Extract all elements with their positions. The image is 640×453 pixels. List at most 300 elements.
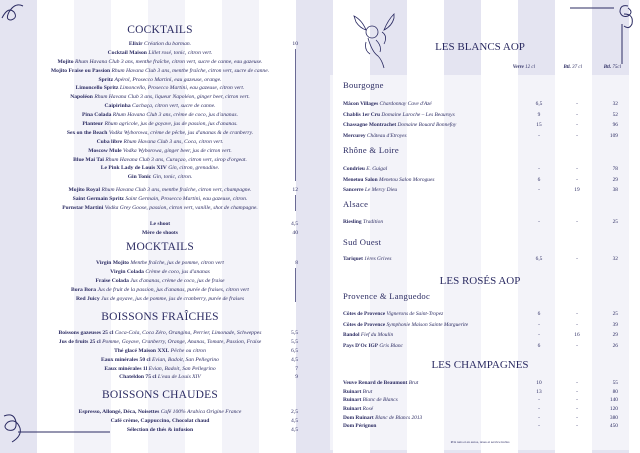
item-price: 40 bbox=[292, 229, 298, 236]
price-75cl: 55 bbox=[612, 380, 618, 386]
wine-name: Riesling bbox=[343, 219, 362, 225]
item-text bbox=[0, 49, 320, 58]
wine-row bbox=[320, 131, 640, 142]
menu-item bbox=[0, 93, 320, 102]
menu-item bbox=[0, 120, 320, 129]
menu-item bbox=[0, 204, 320, 213]
item-name: Espresso, Allongé, Déca, Noisettes bbox=[78, 409, 160, 415]
wine-label bbox=[343, 120, 456, 131]
item-description: Coca-Cola, Coca Zéro, Orangina, Perrier, Limonade, Schweppes bbox=[114, 330, 262, 336]
wine-row bbox=[320, 120, 640, 131]
item-description: Rhum Havana Club 3 ans, menthe fraîche, citron vert, sucre de canne. bbox=[111, 67, 270, 74]
wine-name: Pays D'Oc IGP bbox=[343, 343, 379, 350]
wine-list bbox=[320, 379, 640, 431]
item-description: Gin, citron, grenadine. bbox=[168, 165, 220, 172]
wine-label bbox=[343, 164, 387, 175]
item-name: Saint Germain Spritz bbox=[72, 195, 124, 202]
menu-item bbox=[0, 111, 320, 120]
price-glass: 9 bbox=[537, 111, 541, 118]
item-description: Rhum Havana Club 3 ans, crème de coco, jus d'ananas. bbox=[112, 112, 238, 119]
section-title-blancs: LES BLANCS AOP bbox=[435, 41, 525, 53]
item-name: Mojito bbox=[57, 58, 74, 65]
section-title: MOCKTAILS bbox=[126, 241, 194, 253]
price-glass: 13 bbox=[536, 388, 542, 395]
price-37cl: 16 bbox=[574, 332, 580, 339]
item-name: Cuba libre bbox=[96, 138, 123, 145]
item-text bbox=[0, 295, 320, 304]
wine-label bbox=[343, 185, 397, 196]
price-glass: 6,5 bbox=[535, 256, 543, 262]
price-37cl: - bbox=[576, 133, 578, 140]
menu-item bbox=[0, 286, 320, 295]
wine-row bbox=[320, 320, 640, 331]
header-label: Btl. bbox=[603, 65, 612, 70]
region-title: Rhône & Loire bbox=[343, 145, 399, 155]
item-description: Vodka Grey Goose, passion, citron vert, vanille, shot de champagne. bbox=[104, 204, 258, 211]
menu-item bbox=[0, 58, 320, 67]
wine-description: Symphonie Maison Sainte Marguerite bbox=[386, 321, 469, 328]
wine-description: Blanc de Blancs bbox=[362, 397, 398, 404]
price-75cl: 32 bbox=[612, 256, 618, 262]
section-title-roses: LES ROSÉS AOP bbox=[439, 275, 521, 287]
header-volume: 75cl bbox=[612, 65, 621, 70]
wine-name: Tariquet bbox=[343, 256, 363, 262]
menu-item bbox=[0, 365, 320, 374]
wine-description: Blanc de Blancs 2013 bbox=[375, 414, 423, 421]
wine-row bbox=[320, 422, 640, 431]
wine-row bbox=[320, 396, 640, 405]
item-text bbox=[0, 286, 320, 295]
item-price: 2,5 bbox=[291, 409, 298, 415]
header-label: Verre bbox=[512, 65, 524, 70]
wine-row bbox=[320, 414, 640, 423]
wine-label bbox=[343, 341, 403, 352]
item-text bbox=[0, 58, 320, 67]
menu-item bbox=[0, 173, 320, 182]
wine-name: Condrieu bbox=[343, 166, 365, 172]
wine-label bbox=[343, 405, 373, 414]
header-volume: 37 cl bbox=[572, 65, 582, 70]
wine-name: Bandol bbox=[343, 332, 360, 339]
menu-item bbox=[0, 186, 320, 195]
wine-row bbox=[320, 405, 640, 414]
item-text bbox=[0, 156, 320, 165]
item-description: Saint Germain, Prosecco Martini, eau gazeuse, citron. bbox=[125, 195, 248, 202]
item-description: L'eau de Louis XIV bbox=[157, 374, 201, 381]
price-37cl: - bbox=[576, 414, 578, 421]
menu-item bbox=[0, 40, 320, 49]
item-text bbox=[0, 173, 320, 182]
item-name: Cocktail Maison bbox=[107, 49, 147, 56]
item-text bbox=[0, 164, 320, 173]
item-text bbox=[0, 67, 320, 76]
menu-item bbox=[0, 102, 320, 111]
section-title: BOISSONS CHAUDES bbox=[102, 389, 218, 401]
price-bracket-line bbox=[295, 268, 296, 302]
wine-name: Chablis 1er Cru bbox=[343, 111, 381, 118]
wine-list bbox=[320, 309, 640, 352]
item-name: Pina Colada bbox=[82, 112, 112, 119]
wine-description: Le Mercy Dieu bbox=[364, 187, 398, 194]
item-name: Napoléon bbox=[70, 94, 93, 101]
menu-group bbox=[0, 220, 320, 238]
item-description: Rhum Havana Club 3 ans, Curaçao, citron vert, sirop d'orgeat. bbox=[105, 156, 247, 163]
price-75cl: 109 bbox=[609, 133, 618, 140]
item-description: Rhum Havana Club 3 ans, menthe fraîche, citron vert, sucre de canne, eau gazeuse. bbox=[75, 58, 263, 65]
item-name: Boissons gazeuses 25 cl bbox=[58, 330, 114, 336]
menu-item bbox=[0, 295, 320, 304]
price-37cl: - bbox=[576, 321, 578, 328]
item-description: Rhum Havana Club 3 ans, liqueur Napoléon, ginger beer, citron vert. bbox=[94, 94, 250, 101]
price-glass: 10 bbox=[536, 380, 542, 386]
menu-item bbox=[0, 338, 320, 347]
wine-description: Domaine Bouard Bonnefoy bbox=[397, 122, 457, 129]
menu-item bbox=[0, 138, 320, 147]
wine-name: Ruinart bbox=[343, 397, 362, 404]
wine-name: Dom Ruinart bbox=[343, 414, 374, 421]
price-37cl: - bbox=[576, 388, 578, 395]
wine-row bbox=[320, 175, 640, 186]
wine-row bbox=[320, 341, 640, 352]
price-37cl: - bbox=[576, 380, 578, 386]
item-name: Bora Bora bbox=[71, 286, 97, 293]
item-name: Red Juicy bbox=[75, 295, 100, 302]
right-page bbox=[320, 0, 640, 453]
price-75cl: 140 bbox=[609, 397, 618, 404]
menu-item bbox=[0, 164, 320, 173]
price-75cl: 29 bbox=[612, 176, 618, 183]
wine-description: Rosé bbox=[362, 406, 374, 413]
menu-item bbox=[0, 408, 320, 417]
wine-name: Ruinart bbox=[343, 388, 362, 395]
item-description: Vodka Wyborowa, crème de pêche, jus d'ananas & de cranberry. bbox=[108, 129, 254, 136]
price-75cl: 25 bbox=[612, 311, 618, 317]
footnote: Prix nets et en euros, taxes et service inclus bbox=[450, 440, 510, 444]
region-title: Alsace bbox=[343, 199, 369, 209]
item-price: 4,5 bbox=[291, 356, 298, 363]
wine-row bbox=[320, 185, 640, 196]
item-name: Fraise Colada bbox=[95, 277, 129, 284]
item-description: Evian, Badoit, San Pellegrino bbox=[152, 356, 219, 363]
wine-list bbox=[320, 254, 640, 265]
group-price: 10 bbox=[292, 41, 298, 47]
price-37cl: - bbox=[576, 101, 578, 107]
wine-name: Ruinart bbox=[343, 406, 362, 413]
item-price: 7 bbox=[295, 365, 298, 372]
price-glass: - bbox=[538, 321, 540, 328]
price-37cl: - bbox=[576, 311, 578, 317]
menu-item bbox=[0, 268, 320, 277]
item-text bbox=[0, 268, 320, 277]
region-title: Bourgogne bbox=[343, 80, 384, 90]
item-name: Eaux minérales 50 cl bbox=[101, 356, 151, 363]
item-description: Limoncello, Prosecco Martini, eau gazeuse, citron vert. bbox=[119, 85, 245, 92]
item-name: Pornstar Martini bbox=[62, 204, 104, 211]
item-description: Vodka Wyborowa, ginger beer, jus de citron vert. bbox=[123, 147, 232, 154]
wine-name: Veuve Renard de Beaumont bbox=[343, 380, 408, 386]
menu-item bbox=[0, 426, 320, 435]
price-75cl: 38 bbox=[612, 187, 618, 194]
item-description: Menthe fraîche, jus de pomme, citron vert bbox=[130, 260, 224, 266]
menu-item bbox=[0, 195, 320, 204]
wine-description: Menetou Salon Morogues bbox=[378, 176, 435, 183]
wine-list bbox=[320, 217, 640, 228]
menu-group bbox=[0, 40, 320, 182]
price-bracket-line bbox=[295, 195, 296, 211]
item-description: Evian, Badoit, San Pellegrino bbox=[148, 365, 216, 372]
item-name: Elixir bbox=[128, 41, 143, 47]
price-75cl: 39 bbox=[612, 321, 618, 328]
item-name: Jus de fruits 25 cl bbox=[58, 338, 101, 345]
item-description: Jus d'ananas, crème de coco, jus de fraise bbox=[130, 277, 225, 284]
wine-list bbox=[320, 164, 640, 196]
menu-group bbox=[0, 259, 320, 303]
item-name: Mojito Royal bbox=[68, 187, 101, 193]
wine-label bbox=[343, 414, 422, 423]
price-37cl: - bbox=[576, 406, 578, 413]
wine-description: 1ères Grives bbox=[364, 256, 392, 262]
wine-description: Chardonnay Cave d'Azé bbox=[379, 101, 432, 107]
wine-row bbox=[320, 217, 640, 228]
item-price: 4,5 bbox=[291, 221, 298, 227]
menu-item bbox=[0, 156, 320, 165]
menu-item bbox=[0, 417, 320, 426]
column-header bbox=[556, 65, 582, 70]
item-text bbox=[0, 120, 320, 129]
item-description: Création du barman. bbox=[144, 41, 192, 47]
price-glass: 6 bbox=[537, 343, 541, 350]
item-name: Le Pink Lady de Louis XIV bbox=[100, 165, 167, 172]
item-description: Jus de fruit de la passion, jus d'ananas, purée de fraises, citron vert bbox=[97, 286, 249, 293]
item-text bbox=[0, 138, 320, 147]
wine-row bbox=[320, 99, 640, 110]
price-75cl: 450 bbox=[609, 423, 618, 430]
price-glass: - bbox=[538, 219, 540, 225]
item-text bbox=[0, 147, 320, 156]
item-name: Mère de shoots bbox=[142, 229, 178, 236]
price-75cl: 26 bbox=[612, 343, 618, 350]
wine-label bbox=[343, 320, 468, 331]
wine-row bbox=[320, 164, 640, 175]
item-price: 5,5 bbox=[291, 330, 298, 336]
item-name: Eaux minérales 1l bbox=[104, 365, 148, 372]
price-37cl: - bbox=[576, 256, 578, 262]
wine-name: Mâcon Villages bbox=[343, 101, 379, 107]
item-price: 5,5 bbox=[291, 338, 298, 345]
item-name: Sex on the Beach bbox=[66, 129, 108, 136]
section-title: COCKTAILS bbox=[127, 24, 193, 36]
price-37cl: - bbox=[576, 219, 578, 225]
item-text bbox=[0, 84, 320, 93]
menu-item bbox=[0, 373, 320, 382]
item-description: Lillet rosé, tonic, citron vert. bbox=[148, 49, 213, 56]
item-description: Rhum Havana Club 3 ans, menthe fraîche, citron vert, champagne. bbox=[101, 187, 252, 193]
wine-description: Château d'Etroyes bbox=[366, 133, 407, 140]
price-75cl: 25 bbox=[612, 219, 618, 225]
wine-row bbox=[320, 110, 640, 121]
price-37cl: - bbox=[576, 176, 578, 183]
region-title: Provence & Languedoc bbox=[343, 291, 431, 301]
wine-row bbox=[320, 388, 640, 397]
wine-label bbox=[343, 217, 383, 228]
item-name: Spritz bbox=[98, 76, 114, 83]
header-volume: 12 cl bbox=[525, 65, 535, 70]
item-name: Blue Mai Tai bbox=[73, 156, 104, 163]
wine-description: Fief du Moulin bbox=[360, 332, 394, 339]
item-price: 4,5 bbox=[291, 426, 298, 433]
price-glass: - bbox=[538, 423, 540, 430]
wine-description: Gris Blanc bbox=[379, 343, 403, 350]
price-glass: 15 bbox=[536, 122, 542, 129]
item-text bbox=[0, 277, 320, 286]
menu-item bbox=[0, 84, 320, 93]
wine-label bbox=[343, 396, 398, 405]
price-glass: - bbox=[538, 332, 540, 339]
wine-description: Brut bbox=[362, 388, 373, 395]
item-text bbox=[0, 93, 320, 102]
menu-item bbox=[0, 76, 320, 85]
wine-row bbox=[320, 254, 640, 265]
item-name: Planteur bbox=[82, 121, 104, 128]
wine-description: Vignerons de Saint-Tropez bbox=[386, 311, 444, 317]
menu-item bbox=[0, 67, 320, 76]
item-description: Crème de coco, jus d'ananas bbox=[145, 268, 210, 275]
item-name: Thé glacé Maison XXL bbox=[114, 347, 170, 354]
wine-label bbox=[343, 110, 455, 121]
menu-group bbox=[0, 408, 320, 435]
wine-name: Mercurey bbox=[343, 133, 366, 140]
wine-description: Brut bbox=[408, 380, 419, 386]
item-name: Chateldon 75 cl bbox=[119, 374, 157, 381]
price-37cl: - bbox=[576, 122, 578, 129]
price-glass: - bbox=[538, 187, 540, 194]
menu-item bbox=[0, 229, 320, 238]
price-glass: - bbox=[538, 414, 540, 421]
menu-item bbox=[0, 356, 320, 365]
wine-label bbox=[343, 309, 443, 320]
wine-row bbox=[320, 309, 640, 320]
wine-label bbox=[343, 379, 418, 388]
item-description: Pêche ou citron bbox=[170, 347, 206, 354]
wine-name: Côtes de Provence bbox=[343, 321, 386, 328]
group-price: 8 bbox=[295, 260, 298, 266]
menu-item bbox=[0, 347, 320, 356]
item-price: 4,5 bbox=[291, 417, 298, 424]
wine-list bbox=[320, 99, 640, 142]
price-75cl: 52 bbox=[612, 111, 618, 118]
wine-description: Domaine Laroche – Les Beauroys bbox=[381, 111, 455, 118]
item-description: Jus de goyave, jus de pomme, jus de cranberry, purée de fraises bbox=[101, 295, 245, 302]
price-75cl: 120 bbox=[609, 406, 618, 413]
item-text bbox=[0, 195, 320, 204]
wine-label bbox=[343, 254, 391, 265]
ornament-swirl-icon bbox=[570, 4, 640, 74]
item-description: Rhum Havana Club 3 ans, Coca, citron vert. bbox=[123, 138, 224, 145]
menu-item bbox=[0, 220, 320, 229]
price-75cl: 78 bbox=[612, 166, 618, 172]
item-name: Le shoot bbox=[149, 221, 171, 227]
item-name: Sélection de thés & infusion bbox=[126, 426, 194, 433]
header-label: Btl. bbox=[563, 65, 571, 70]
item-price: 6,5 bbox=[291, 347, 298, 354]
item-text bbox=[0, 111, 320, 120]
price-37cl: - bbox=[576, 166, 578, 172]
menu-item bbox=[0, 277, 320, 286]
price-glass: - bbox=[538, 166, 540, 172]
wine-label bbox=[343, 388, 372, 397]
item-text bbox=[0, 204, 320, 213]
wine-name: Menetou Salon bbox=[343, 176, 378, 183]
column-header bbox=[595, 65, 621, 70]
wine-label bbox=[343, 99, 432, 110]
price-37cl: - bbox=[576, 423, 578, 430]
item-text bbox=[0, 129, 320, 138]
price-glass: - bbox=[538, 133, 540, 140]
wine-name: Dom Pérignon bbox=[343, 423, 377, 430]
wine-name: Côtes de Provence bbox=[343, 311, 386, 317]
item-name: Moscow Mule bbox=[88, 147, 122, 154]
wine-label bbox=[343, 131, 407, 142]
menu-item bbox=[0, 329, 320, 338]
price-glass: 6,5 bbox=[535, 101, 543, 107]
item-name: Gin Tonic bbox=[127, 174, 152, 181]
wine-label bbox=[343, 422, 376, 431]
column-header bbox=[509, 65, 535, 70]
wine-label bbox=[343, 330, 393, 341]
menu-item bbox=[0, 147, 320, 156]
wine-description: E. Guigal bbox=[366, 166, 388, 172]
item-description: Pomme, Goyave, Cranberry, Orange, Ananas, Tomate, Passion, Fraise bbox=[102, 338, 262, 345]
menu-item bbox=[0, 129, 320, 138]
wine-row bbox=[320, 379, 640, 388]
price-75cl: 32 bbox=[612, 101, 618, 107]
item-name: Virgin Colada bbox=[110, 268, 144, 275]
item-description: Apérol, Prosecco Martini, eau gazeuse, orange. bbox=[114, 76, 222, 83]
price-37cl: - bbox=[576, 397, 578, 404]
menu-item bbox=[0, 49, 320, 58]
item-name: Caipirinha bbox=[104, 103, 131, 110]
price-glass: 6 bbox=[537, 311, 541, 317]
price-75cl: 96 bbox=[612, 122, 618, 129]
item-description: Rhum agricole, jus de goyave, jus de passion, jus d'ananas. bbox=[104, 121, 238, 128]
menu-item bbox=[0, 259, 320, 268]
section-title: BOISSONS FRAÎCHES bbox=[101, 311, 219, 323]
item-name: Limoncello Spritz bbox=[75, 85, 119, 92]
group-price: 12 bbox=[292, 187, 298, 193]
menu-group bbox=[0, 186, 320, 213]
item-text bbox=[0, 76, 320, 85]
item-description: Cachaça, citron vert, sucre de canne. bbox=[132, 103, 216, 110]
price-glass: - bbox=[538, 406, 540, 413]
price-75cl: 80 bbox=[612, 388, 618, 395]
price-37cl: - bbox=[576, 111, 578, 118]
wine-row bbox=[320, 330, 640, 341]
item-description: Gin, tonic, citron. bbox=[152, 174, 193, 181]
price-glass: - bbox=[538, 397, 540, 404]
wine-description: Tradition bbox=[362, 219, 384, 225]
item-description: Café 100% Arabica Origine France bbox=[160, 409, 242, 415]
item-name: Mojito Fraise ou Passion bbox=[50, 67, 111, 74]
price-37cl: 19 bbox=[574, 187, 580, 194]
price-75cl: 29 bbox=[612, 332, 618, 339]
price-glass: 6 bbox=[537, 176, 541, 183]
price-bracket-line bbox=[295, 49, 296, 181]
item-name: Virgin Mojito bbox=[96, 260, 129, 266]
wine-name: Sancerre bbox=[343, 187, 364, 194]
price-37cl: - bbox=[576, 343, 578, 350]
region-title: Sud Ouest bbox=[343, 237, 382, 247]
item-name: Café crème, Cappuccino, Chocolat chaud bbox=[110, 417, 210, 424]
